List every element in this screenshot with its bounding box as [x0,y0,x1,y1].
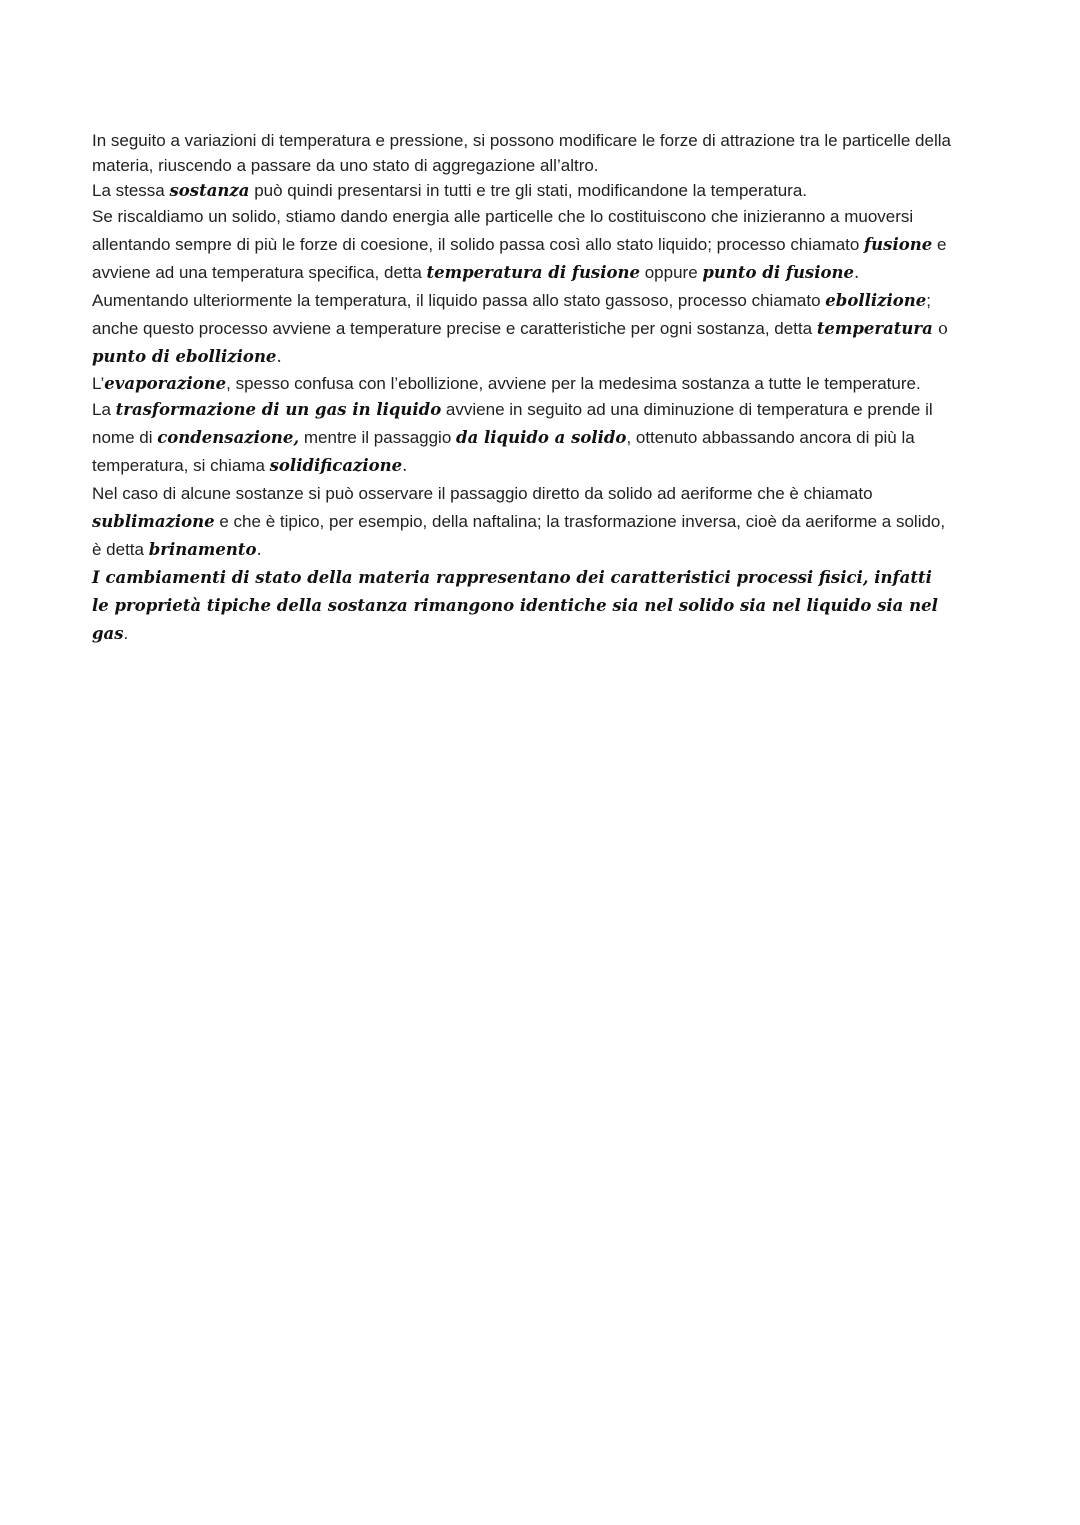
text-segment: e che è tipico, per esempio, della naftalina; la trasformazione inversa, cioè da aeriforme a solido, è detta [92,512,946,559]
term-sublimazione: sublimazione [92,512,215,531]
text-segment: , ottenuto abbassando ancora di più la temperatura, si chiama [92,428,915,475]
paragraph-conclusion [92,564,952,648]
text-segment: . [854,263,860,282]
text-segment: ; anche questo processo avviene a temperature precise e caratteristiche per ogni sostanza, detta [92,291,932,338]
text-segment: L’ [92,374,105,393]
paragraph-condensation [92,396,952,480]
term-condensazione: condensazione, [157,428,300,447]
text-segment: o [932,319,948,338]
text-segment: e avviene ad una temperatura specifica, detta [92,235,947,282]
text-segment: Nel caso di alcune sostanze si può osservare il passaggio diretto da solido ad aeriforme che è chiamato [92,484,873,503]
term-punto-di-ebollizione: punto di ebollizione [92,347,277,366]
term-temperatura-di-fusione: temperatura di fusione [426,263,640,282]
text-segment: . [256,540,262,559]
text-segment: La [92,400,116,419]
text-segment: , spesso confusa con l’ebollizione, avviene per la medesima sostanza a tutte le temperature. [226,374,921,393]
document-body [92,128,952,648]
term-brinamento: brinamento [148,540,257,559]
text-segment: può quindi presentarsi in tutti e tre gli stati, modificandone la temperatura. [249,181,807,200]
text-segment: . [276,347,282,366]
term-solidificazione: solidificazione [269,456,403,475]
text-segment: Aumentando ulteriormente la temperatura, il liquido passa allo stato gassoso, processo chiamato [92,291,826,310]
text-segment: oppure [640,263,703,282]
paragraph-state-changes-intro [92,128,952,178]
text-segment: . [402,456,408,475]
term-temperatura: temperatura [816,319,933,338]
term-punto-di-fusione: punto di fusione [702,263,854,282]
text-segment: avviene in seguito ad una diminuzione di temperatura e prende il nome di [92,400,933,447]
paragraph-fusion [92,203,952,287]
conclusion-statement: I cambiamenti di stato della materia rappresentano dei caratteristici processi fisici, infatti le proprietà tipiche della sostanza rimangono identiche sia nel solido sia nel liquido sia nel gas [92,568,938,643]
text-segment: In seguito a variazioni di temperatura e pressione, si possono modificare le forze di attrazione tra le particelle della materia, riuscendo a passare da uno stato di aggregazione all’altro. [92,131,951,175]
text-segment: . [123,624,129,643]
paragraph-evaporation [92,371,952,396]
term-trasformazione-gas-liquido: trasformazione di un gas in liquido [115,400,442,419]
text-segment: mentre il passaggio [299,428,457,447]
paragraph-substance [92,178,952,203]
term-evaporazione: evaporazione [104,374,227,393]
term-sostanza: sostanza [169,181,250,200]
term-da-liquido-a-solido: da liquido a solido [456,428,627,447]
paragraph-sublimation [92,480,952,564]
paragraph-boiling [92,287,952,371]
text-segment: Se riscaldiamo un solido, stiamo dando energia alle particelle che lo costituiscono che inizieranno a muoversi allentando sempre di più le forze di coesione, il solido passa così allo stato liquido; processo chiamato [92,207,914,254]
term-ebollizione: ebollizione [825,291,927,310]
term-fusione: fusione [864,235,933,254]
text-segment: La stessa [92,181,170,200]
